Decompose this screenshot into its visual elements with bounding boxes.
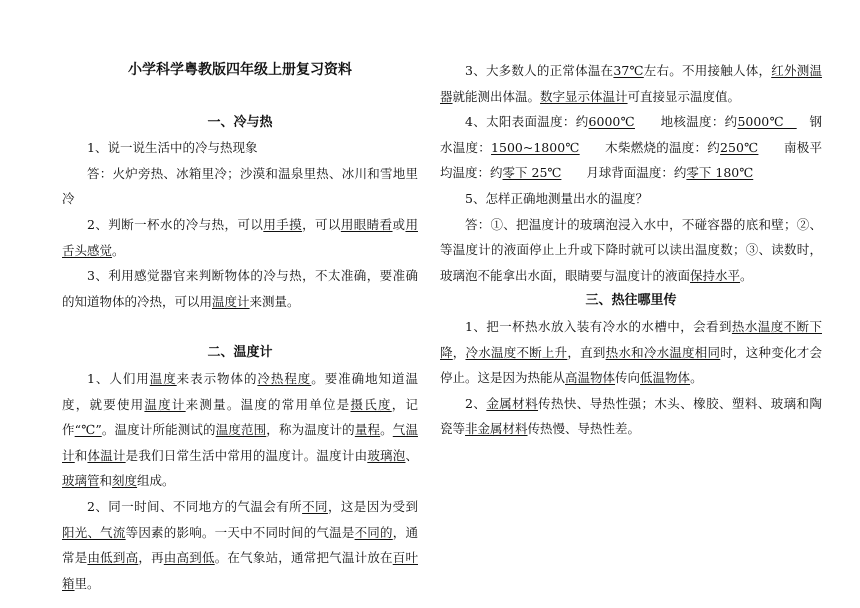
- underlined-term: 用手摸: [263, 216, 303, 232]
- underlined-term: 玻璃管: [62, 473, 100, 489]
- underlined-term: 保持水平: [690, 267, 741, 283]
- underlined-term: 温度计: [212, 293, 250, 309]
- underlined-term: 数字显示体温计: [540, 88, 628, 104]
- underlined-term: 温度范围: [215, 422, 267, 438]
- question-5: 5、怎样正确地测量出水的温度？: [465, 190, 648, 206]
- text-segment: 。: [740, 267, 753, 283]
- text-segment: 2、: [465, 395, 487, 411]
- underlined-term: 非金属材料: [465, 421, 528, 437]
- text-segment: 来测量。温度的常用单位是: [185, 396, 351, 412]
- underlined-term: 百叶箱: [62, 550, 418, 591]
- text-segment: ，记作: [62, 396, 418, 438]
- underlined-term: 用眼睛看: [340, 216, 393, 232]
- text-segment: 和: [99, 473, 113, 489]
- underlined-term: 1500~1800℃: [491, 139, 580, 155]
- text-segment: 。: [690, 370, 703, 386]
- text-segment: 。温度计所能测试的: [101, 422, 216, 438]
- underlined-term: 热水温度不断下降: [440, 318, 822, 360]
- page-title: 小学科学粤教版四年级上册复习资料: [128, 62, 352, 78]
- underlined-term: 37℃: [613, 63, 644, 78]
- text-segment: 4、太阳表面温度：约: [465, 114, 589, 130]
- underlined-term: 零下 25℃: [502, 165, 562, 181]
- underlined-term: 由低到高: [87, 550, 139, 566]
- paragraph-judge-water: [62, 212, 418, 263]
- underlined-term: 零下 180℃: [686, 165, 754, 181]
- question-1: 1、说一说生活中的冷与热现象: [87, 140, 258, 156]
- text-segment: 里。: [74, 575, 100, 591]
- answer-5: [440, 212, 822, 289]
- paragraph-thermometer-intro: [62, 366, 418, 494]
- underlined-term: “℃”: [74, 422, 102, 438]
- text-segment: 组成。: [137, 473, 175, 489]
- text-segment: 来测量。: [249, 293, 300, 309]
- text-segment: 1、人们用: [87, 370, 150, 386]
- text-segment: 。在气象站，通常把气温计放在: [214, 550, 393, 566]
- text-segment: 答：①、把温度计的玻璃泡浸入水中，不碰容器的底和壁；②、等温度计的液面停止上升或下降时就可以读出温度数；③、读数时，玻璃泡不能拿出水面，眼睛要与温度计的液面: [440, 216, 822, 283]
- underlined-term: 红外测温器: [440, 63, 822, 104]
- text-segment: ，直到: [567, 344, 606, 360]
- underlined-term: 冷水温度不断上升: [465, 344, 568, 360]
- paragraph-sense-organs: [62, 263, 418, 314]
- text-segment: 。: [380, 422, 393, 438]
- text-segment: ，通常是: [62, 524, 418, 566]
- text-segment: 传热快、导热性强；木头、橡胶、塑料、玻璃和陶瓷等: [440, 395, 822, 437]
- paragraph-temperature-facts: [440, 109, 822, 186]
- underlined-term: 不同: [302, 498, 328, 514]
- underlined-term: 摄氏度: [350, 396, 392, 412]
- text-segment: 是我们日常生活中常用的温度计。温度计由: [125, 447, 368, 463]
- left-column: [62, 0, 418, 596]
- underlined-term: 不同的: [354, 524, 393, 540]
- underlined-term: 冷热程度: [257, 370, 312, 386]
- text-segment: 左右。不用接触人体，: [643, 63, 772, 78]
- text-segment: 可直接显示温度值。: [627, 88, 741, 104]
- text-segment: ，可以: [302, 216, 341, 232]
- text-segment: ，: [452, 344, 466, 360]
- section-heading-heat-transfer: 三、热往哪里传: [585, 293, 677, 309]
- text-segment: 地核温度：约: [634, 114, 738, 130]
- underlined-term: 温度: [149, 370, 177, 386]
- paragraph-air-temperature: [62, 494, 418, 596]
- underlined-term: 高温物体: [565, 370, 616, 386]
- text-segment: 或: [392, 216, 406, 232]
- text-segment: 时，这种变化才会停止。这是因为热能从: [440, 344, 822, 386]
- text-segment: 。: [112, 242, 125, 258]
- text-segment: 木柴燃烧的温度：约: [579, 139, 721, 155]
- paragraph-body-temperature: [440, 58, 822, 109]
- section-heading-cold-heat: 一、冷与热: [207, 114, 273, 130]
- text-segment: ，称为温度计的: [266, 422, 355, 438]
- text-segment: 就能测出体温。: [452, 88, 541, 104]
- text-segment: 3、大多数人的正常体温在: [465, 63, 614, 78]
- text-segment: ，再: [138, 550, 164, 566]
- text-segment: 等因素的影响。一天中不同时间的气温是: [125, 524, 355, 540]
- underlined-term: 气温计: [62, 422, 418, 463]
- underlined-term: 温度计: [144, 396, 186, 412]
- paragraph-materials: [440, 391, 822, 442]
- underlined-term: 5000℃: [737, 114, 797, 130]
- text-segment: 和: [74, 447, 88, 463]
- answer-1: 答：火炉旁热、冰箱里冷；沙漠和温泉里热、冰川和雪地里冷: [62, 165, 418, 207]
- underlined-term: 250℃: [720, 139, 759, 155]
- underlined-term: 用舌头感觉: [62, 216, 418, 258]
- text-segment: 传向: [615, 370, 641, 386]
- underlined-term: 6000℃: [588, 114, 635, 130]
- text-segment: 2、判断一杯水的冷与热，可以: [87, 216, 264, 232]
- text-segment: 传热慢、导热性差。: [527, 421, 641, 437]
- underlined-term: 量程: [354, 422, 381, 438]
- paragraph-heat-transfer: [440, 314, 822, 391]
- underlined-term: 热水和冷水温度相同: [605, 344, 721, 360]
- underlined-term: 体温计: [87, 447, 126, 463]
- underlined-term: 由高到低: [163, 550, 215, 566]
- text-segment: 南极平均温度：约: [440, 139, 822, 181]
- text-segment: 3、利用感觉器官来判断物体的冷与热，不太准确，要准确的知道物体的冷热，可以用: [62, 268, 418, 309]
- underlined-term: 刻度: [112, 473, 138, 489]
- text-segment: 钢水温度：: [440, 114, 822, 155]
- text-segment: 、: [405, 447, 418, 463]
- underlined-term: 金属材料: [486, 395, 539, 411]
- text-segment: 2、同一时间、不同地方的气温会有所: [87, 498, 303, 514]
- text-segment: 月球背面温度：约: [561, 165, 687, 181]
- text-segment: 。要准确地知道温度，就要使用: [62, 370, 418, 412]
- underlined-term: 低温物体: [640, 370, 691, 386]
- section-heading-thermometer: 二、温度计: [207, 345, 273, 361]
- text-segment: 来表示物体的: [176, 370, 258, 386]
- text-segment: 1、把一杯热水放入装有冷水的水槽中，会看到: [465, 318, 732, 334]
- underlined-term: 玻璃泡: [367, 447, 406, 463]
- right-column: [440, 58, 822, 442]
- underlined-term: 阳光、气流: [62, 524, 126, 540]
- text-segment: ，这是因为受到: [327, 498, 418, 514]
